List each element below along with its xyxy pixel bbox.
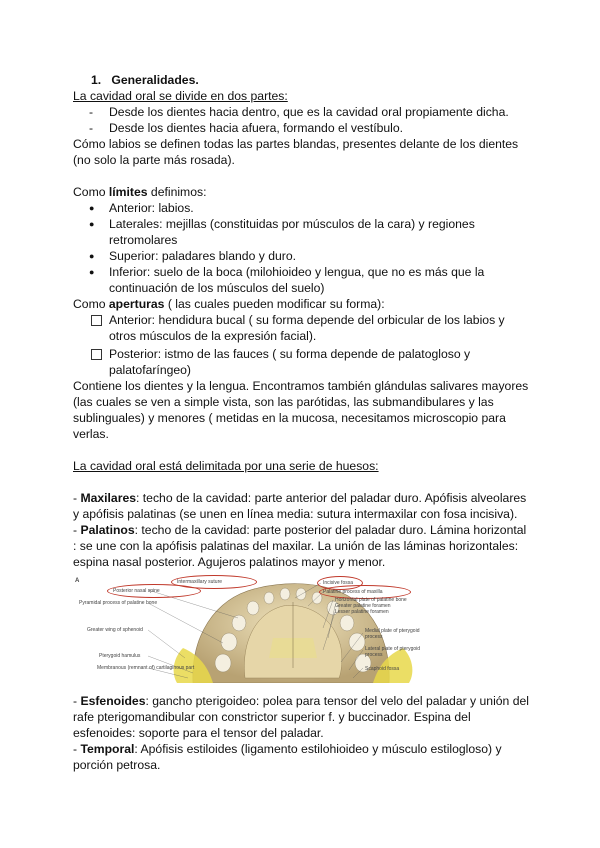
contents-line: (las cuales se ven a simple vista, son las parótidas, las submandibulares y las	[73, 395, 494, 409]
figure-label: Pyramidal process of palatine bone	[79, 600, 158, 606]
apertures-intro: Como aperturas ( las cuales pueden modificar su forma):	[73, 297, 385, 311]
aperture-item: Posterior: istmo de las fauces ( su forma depende de palatogloso y palatofaríngeo)	[73, 346, 533, 378]
checkbox-icon[interactable]	[91, 349, 102, 360]
limits-intro: Como límites definimos:	[73, 185, 207, 199]
figure-label: Greater palatine foramen	[335, 603, 391, 609]
figure-label: Membranous (remnant of) cartilaginous part	[97, 665, 195, 671]
contents-line: Contiene los dientes y la lengua. Encontramos también glándulas salivares mayores	[73, 379, 529, 393]
contents-line: sublinguales) y menores ( metidas en la mucosa, necesitamos microscopio para	[73, 411, 506, 425]
section-heading	[73, 72, 533, 88]
lips-line: (no solo la parte más rosada).	[73, 153, 235, 167]
contents-line: verlas.	[73, 427, 109, 441]
limit-item: ● Laterales: mejillas (constituidas por músculos de la cara) y regiones retromolares	[73, 216, 533, 248]
heading-title: Generalidades.	[111, 73, 199, 87]
figure-label: Palatine process of maxilla	[323, 589, 383, 595]
figure-label: Incisive fossa	[323, 580, 354, 586]
figure-label: Lateral plate of pterygoid process	[365, 646, 421, 658]
temporal-paragraph: - Temporal: Apófisis estiloides (ligamento estilohioideo y músculo estilogloso) y porción petrosa.	[73, 742, 502, 772]
palatinos-paragraph: - Palatinos: techo de la cavidad: parte posterior del paladar duro. Lámina horizontal : se une con la apófisis palatinas del maxilar. La unión de las láminas horizontales: espina nasal posterior. Agujeros palatinos mayor y menor.	[73, 523, 527, 569]
apertures-keyword: aperturas	[108, 297, 165, 311]
intro-title: La cavidad oral se divide en dos partes:	[73, 89, 288, 103]
maxilares-paragraph: - Maxilares: techo de la cavidad: parte anterior del paladar duro. Apófisis alveolares y apófisis palatinas (se unen en línea media: sutura intermaxilar con fosa incisiva).	[73, 491, 527, 521]
intro-item: - Desde los dientes hacia dentro, que es la cavidad oral propiamente dicha.	[73, 104, 533, 120]
palate-figure	[73, 578, 533, 683]
highlight-oval	[107, 584, 201, 598]
esfenoides-term: Esfenoides	[80, 694, 146, 708]
panel-letter: A	[75, 578, 80, 584]
palatinos-term: Palatinos	[80, 523, 135, 537]
maxilares-term: Maxilares	[80, 491, 137, 505]
figure-label: Posterior nasal spine	[113, 588, 160, 594]
aperture-item: Anterior: hendidura bucal ( su forma depende del orbicular de los labios y otros músculos de la expresión facial).	[73, 312, 533, 344]
document-page	[73, 72, 533, 773]
figure-label: Horizontal plate of palatine bone	[335, 597, 407, 603]
figure-label: Medial plate of pterygoid process	[365, 628, 420, 640]
figure-label: Scaphoid fossa	[365, 666, 400, 672]
limits-keyword: límites	[108, 185, 148, 199]
figure-label: Pterygoid hamulus	[99, 653, 141, 659]
limit-item: ● Inferior: suelo de la boca (milohioideo y lengua, que no es más que la continuación de los músculos del suelo)	[73, 264, 533, 296]
lips-line: Cómo labios se definen todas las partes blandas, presentes delante de los dientes	[73, 137, 519, 151]
figure-label: Greater wing of sphenoid	[87, 627, 143, 633]
intro-item: - Desde los dientes hacia afuera, formando el vestíbulo.	[73, 120, 533, 136]
bones-title: La cavidad oral está delimitada por una serie de huesos:	[73, 459, 379, 473]
esfenoides-paragraph: - Esfenoides: gancho pterigoideo: polea para tensor del velo del paladar y unión del rafe pterigomandibular con constrictor superior f. y buccinador. Espina del esfenoides: soporte para el tensor del paladar.	[73, 694, 529, 740]
figure-label: Intermaxillary suture	[177, 579, 223, 585]
temporal-term: Temporal	[80, 742, 135, 756]
checkbox-icon[interactable]	[91, 315, 102, 326]
heading-number: 1.	[91, 73, 102, 87]
limit-item: ● Superior: paladares blando y duro.	[73, 248, 533, 264]
figure-label: Lesser palatine foramen	[335, 609, 389, 615]
limit-item: ● Anterior: labios.	[73, 200, 533, 216]
